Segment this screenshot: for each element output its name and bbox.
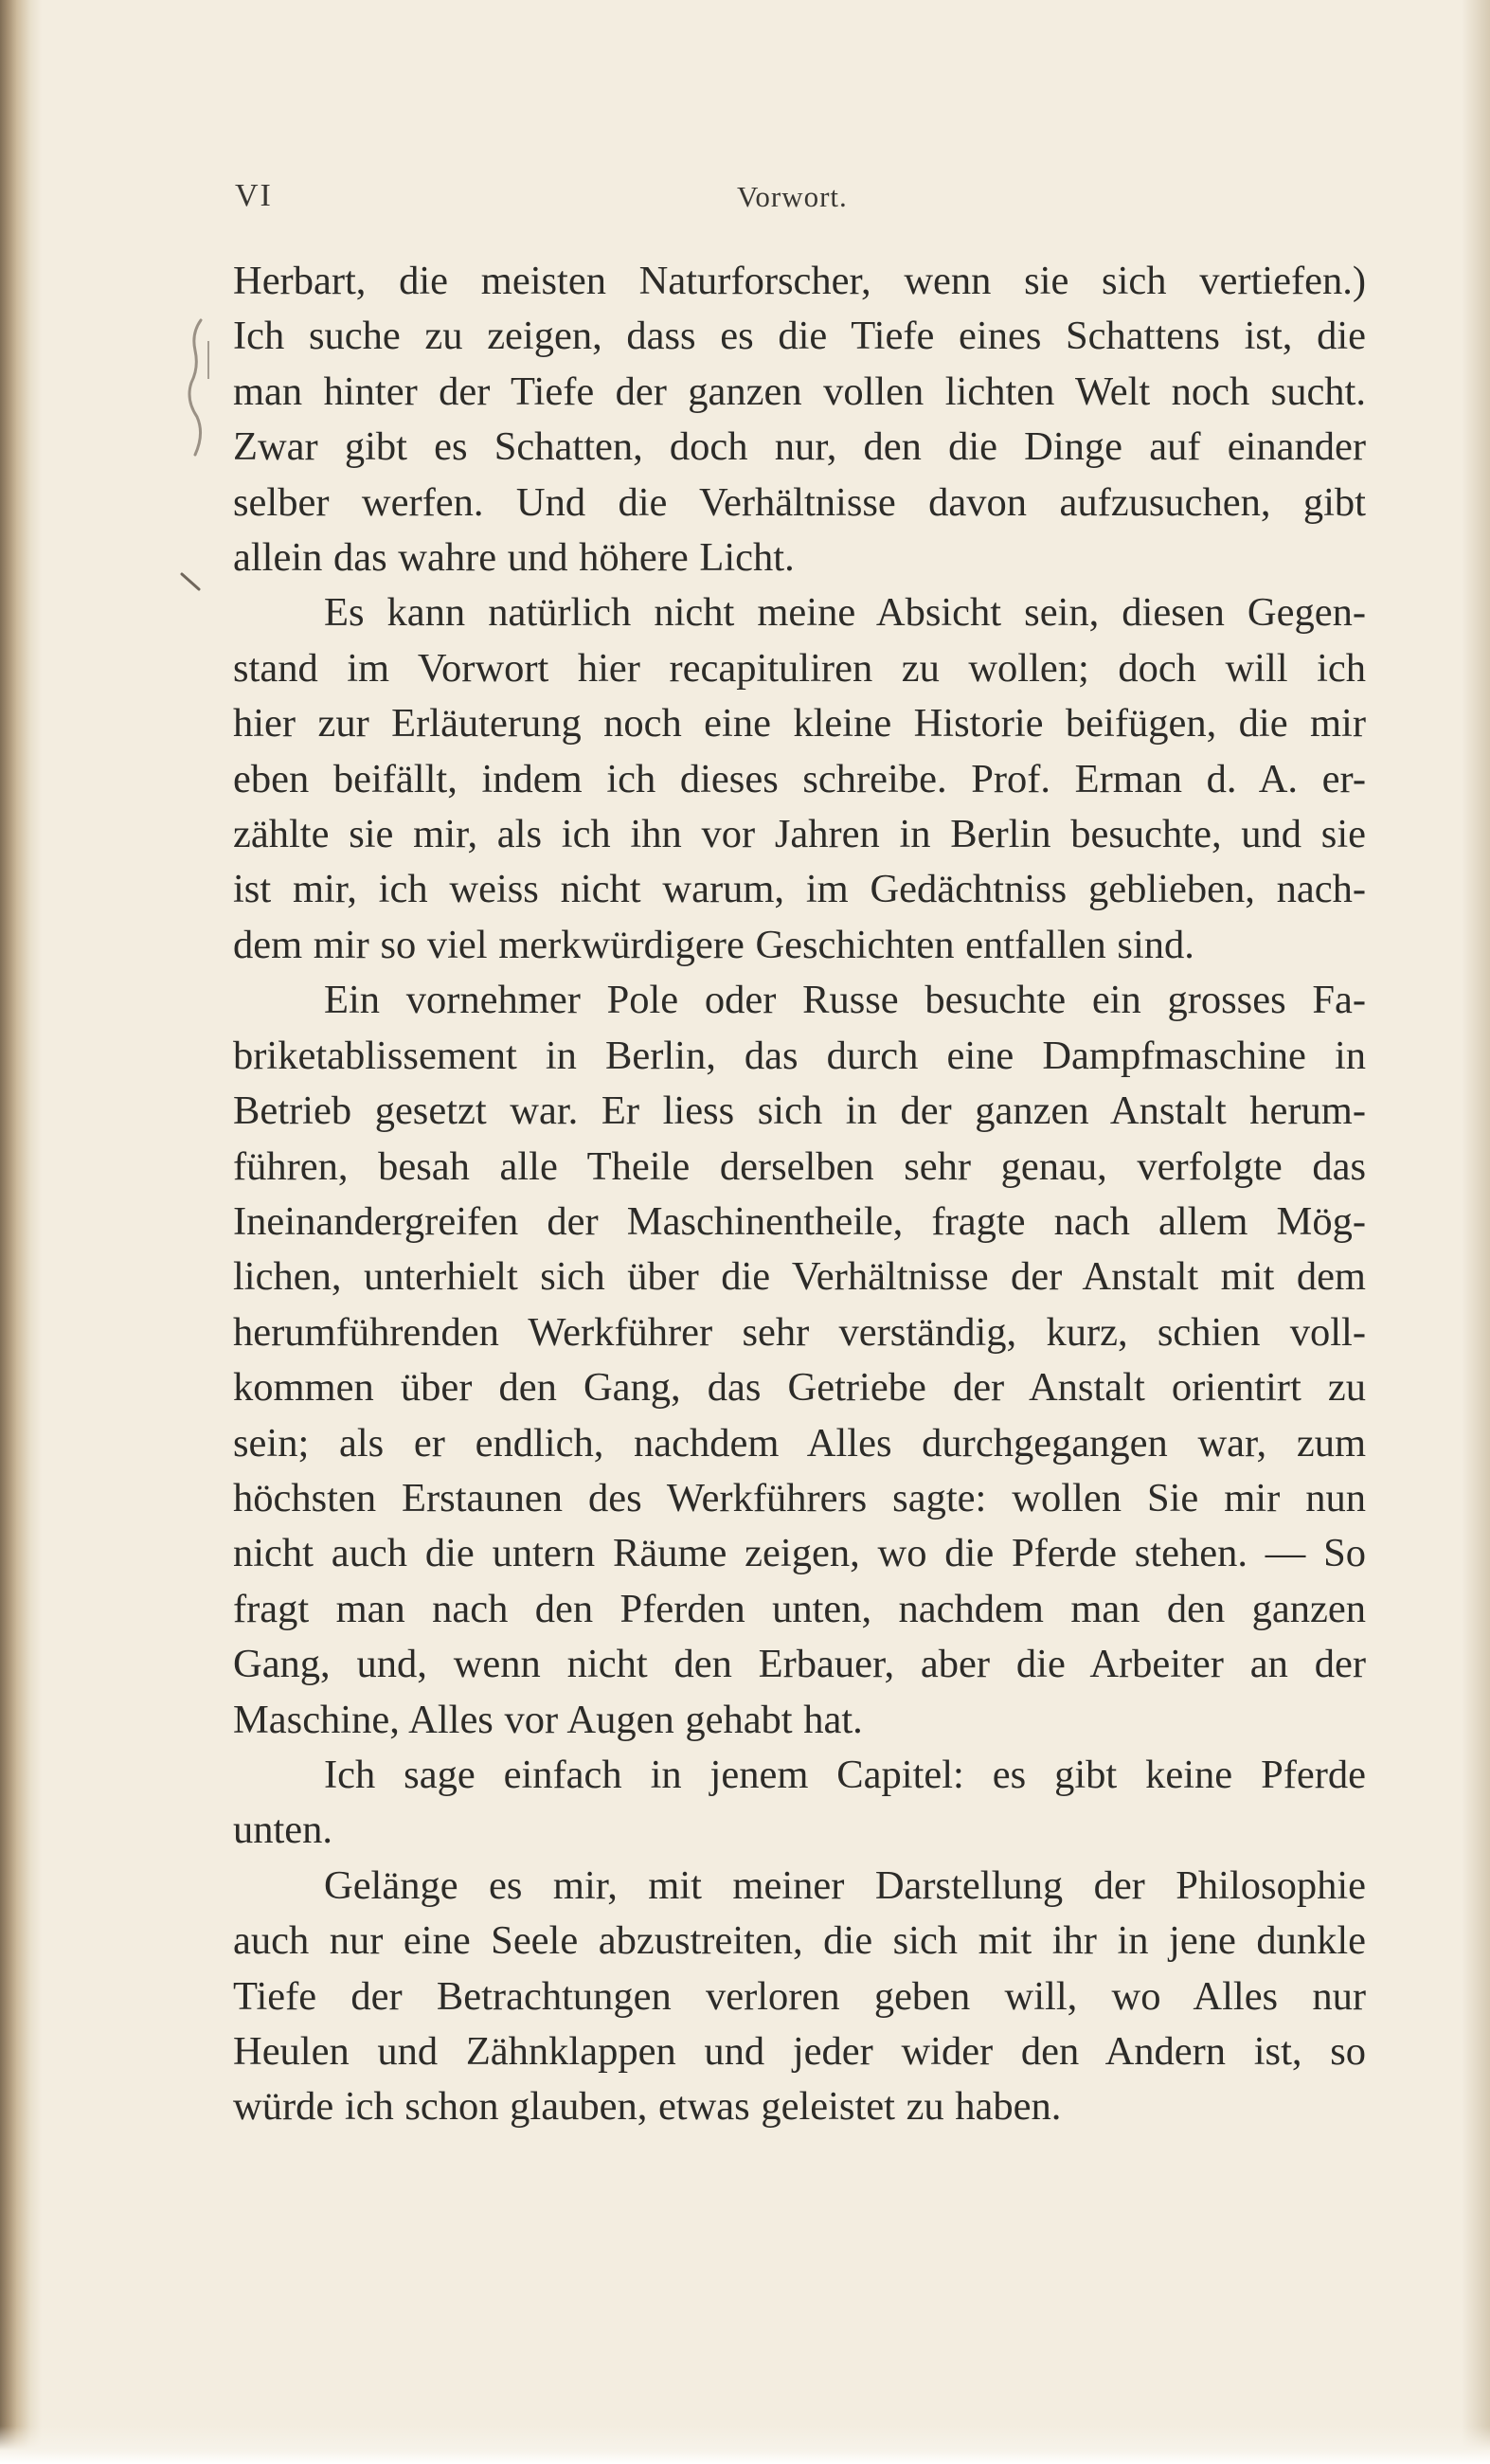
text-line: dem mir so viel merkwürdigere Geschichten entfallen sind.	[233, 922, 1194, 967]
running-title: Vorwort.	[737, 180, 848, 213]
text-line: Gang, und, wenn nicht den Erbauer, aber die Arbeiter an der	[233, 1642, 1366, 1687]
margin-pencil-mark	[182, 313, 220, 464]
text-line: Maschine, Alles vor Augen gehabt hat.	[233, 1697, 863, 1742]
page-edge-shadow	[1462, 0, 1490, 2464]
text-line: fragt man nach den Pferden unten, nachdem man den ganzen	[233, 1586, 1366, 1631]
text-line: briketablissement in Berlin, das durch eine Dampfmaschine in	[233, 1033, 1366, 1078]
text-line: höchsten Erstaunen des Werkführers sagte: wollen Sie mir nun	[233, 1475, 1366, 1520]
text-line: ist mir, ich weiss nicht warum, im Gedächtniss geblieben, nach-	[233, 867, 1366, 912]
text-line: eben beifällt, indem ich dieses schreibe. Prof. Erman d. A. er-	[233, 756, 1366, 801]
text-line: man hinter der Tiefe der ganzen vollen lichten Welt noch sucht.	[233, 369, 1366, 414]
text-line: Herbart, die meisten Naturforscher, wenn sie sich vertiefen.)	[233, 259, 1366, 303]
text-line: Gelänge es mir, mit meiner Darstellung der Philosophie	[324, 1862, 1366, 1908]
text-line: zählte sie mir, als ich ihn vor Jahren in Berlin besuchte, und sie	[233, 812, 1366, 857]
text-line: Zwar gibt es Schatten, doch nur, den die Dinge auf einander	[233, 424, 1366, 470]
text-line: Tiefe der Betrachtungen verloren geben will, wo Alles nur	[233, 1973, 1366, 2019]
paragraph	[233, 254, 1366, 585]
running-head	[235, 178, 1343, 225]
text-line: Ich sage einfach in jenem Capitel: es gibt keine Pferde	[324, 1752, 1366, 1797]
paragraph	[233, 1748, 1366, 1859]
text-line: Ineinandergreifen der Maschinentheile, fragte nach allem Mög-	[233, 1198, 1366, 1244]
page-binding-shadow	[0, 0, 42, 2464]
text-line: auch nur eine Seele abzustreiten, die sich mit ihr in jene dunkle	[233, 1918, 1366, 1964]
text-line: Ich suche zu zeigen, dass es die Tiefe eines Schattens ist, die	[233, 314, 1366, 359]
paragraph	[233, 973, 1366, 1748]
text-line: herumführenden Werkführer sehr verständig, kurz, schien voll-	[233, 1309, 1366, 1355]
text-line: nicht auch die untern Räume zeigen, wo die Pferde stehen. — So	[233, 1531, 1366, 1576]
margin-tick-mark	[178, 568, 206, 597]
text-line: würde ich schon glauben, etwas geleistet zu haben.	[233, 2084, 1062, 2130]
body-text	[233, 254, 1366, 2135]
text-line: Ein vornehmer Pole oder Russe besuchte ein grosses Fa-	[324, 978, 1366, 1023]
paragraph	[233, 585, 1366, 973]
text-line: sein; als er endlich, nachdem Alles durchgegangen war, zum	[233, 1420, 1366, 1466]
text-line: hier zur Erläuterung noch eine kleine Historie beifügen, die mir	[233, 701, 1366, 746]
text-line: unten.	[233, 1808, 333, 1853]
text-line: Heulen und Zähnklappen und jeder wider den Andern ist, so	[233, 2029, 1366, 2074]
text-line: Es kann natürlich nicht meine Absicht sein, diesen Gegen-	[324, 590, 1366, 636]
text-line: lichen, unterhielt sich über die Verhältnisse der Anstalt mit dem	[233, 1254, 1366, 1300]
text-line: führen, besah alle Theile derselben sehr genau, verfolgte das	[233, 1143, 1366, 1189]
page-bottom-edge	[0, 2426, 1490, 2464]
text-line: selber werfen. Und die Verhältnisse davon aufzusuchen, gibt	[233, 479, 1366, 525]
text-line: allein das wahre und höhere Licht.	[233, 535, 795, 581]
text-line: kommen über den Gang, das Getriebe der Anstalt orientirt zu	[233, 1365, 1366, 1411]
text-line: stand im Vorwort hier recapituliren zu wollen; doch will ich	[233, 645, 1366, 691]
page-number: VI	[235, 178, 273, 213]
text-line: Betrieb gesetzt war. Er liess sich in der ganzen Anstalt herum-	[233, 1088, 1366, 1134]
paragraph	[233, 1859, 1366, 2135]
